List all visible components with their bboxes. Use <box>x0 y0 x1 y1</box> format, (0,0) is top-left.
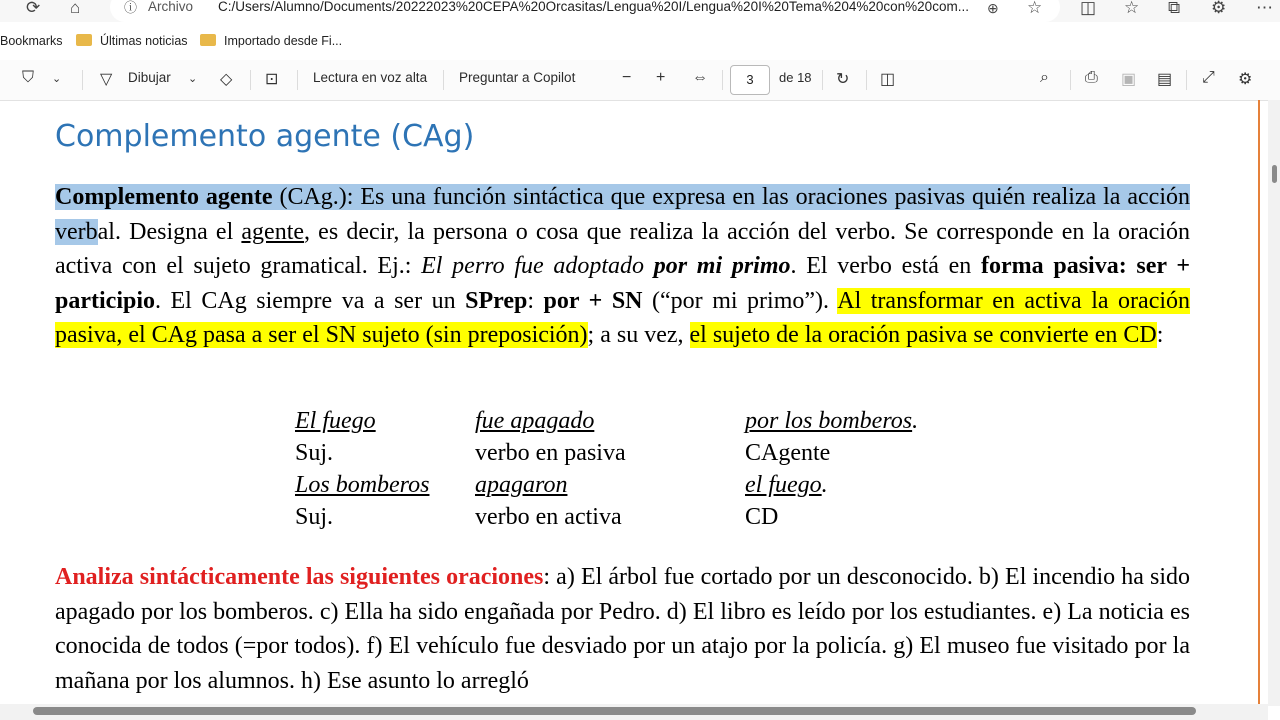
refresh-icon[interactable]: ⟳ <box>26 0 41 17</box>
text-span: : <box>1156 322 1164 348</box>
divider <box>866 70 867 90</box>
print-icon[interactable]: ⎙ <box>1085 69 1098 86</box>
exercise-paragraph <box>55 560 1190 698</box>
home-icon[interactable]: ⌂ <box>70 0 81 17</box>
example-cell: Suj. <box>295 504 334 530</box>
page-title: Complemento agente (CAg) <box>55 119 475 154</box>
text-span: . El verbo está en <box>790 253 981 279</box>
vertical-scrollbar[interactable] <box>1268 100 1280 706</box>
draw-button[interactable]: Dibujar <box>128 70 171 85</box>
vertical-scrollbar-thumb[interactable] <box>1272 165 1277 183</box>
favorites-icon[interactable]: ☆ <box>1124 0 1140 17</box>
divider <box>822 70 823 90</box>
divider <box>297 70 298 90</box>
example-cell-text: . <box>912 408 919 434</box>
divider <box>82 70 83 90</box>
folder-icon <box>200 34 216 46</box>
page-number-input[interactable]: 3 <box>730 65 770 95</box>
example-cell: apagaron <box>475 472 568 498</box>
example-cell: Los bomberos <box>295 472 430 498</box>
example-bold-italic: por mi primo <box>653 253 791 279</box>
bookmarks-label[interactable]: Bookmarks <box>0 34 63 48</box>
example-cell: CAgente <box>745 440 831 466</box>
example-cell <box>745 472 828 499</box>
pdf-page <box>55 110 1191 694</box>
search-icon[interactable]: ⌕ <box>1040 69 1049 86</box>
ask-copilot-button[interactable]: Preguntar a Copilot <box>459 70 576 85</box>
highlighted-text: Al transformar en activa la oración pasiva, el CAg pasa a ser el SN sujeto (sin preposición) <box>55 287 1191 348</box>
security-label: Archivo <box>148 0 194 14</box>
example-cell-text: por los bomberos <box>745 408 913 434</box>
bookmark-label: Importado desde Fi... <box>224 34 343 48</box>
divider <box>722 70 723 90</box>
fit-page-icon[interactable]: ⇔ <box>692 69 708 86</box>
divider <box>1186 70 1187 90</box>
text-box-icon[interactable]: ⊡ <box>265 71 279 88</box>
example-cell: CD <box>745 504 779 530</box>
page-view-icon[interactable]: ◫ <box>880 71 896 88</box>
example-italic: El perro fue adoptado <box>421 253 654 279</box>
example-cell: fue apagado <box>475 408 595 434</box>
text-span: al. Designa el <box>97 218 242 245</box>
exercise-heading: Analiza sintácticamente las siguientes oraciones <box>55 564 544 590</box>
divider <box>1070 70 1071 90</box>
term-bold: Complemento agente <box>55 184 273 210</box>
chevron-down-icon[interactable]: ⌄ <box>188 73 198 85</box>
bold-text: por + SN <box>543 287 643 314</box>
example-cell: Suj. <box>295 440 334 466</box>
example-cell: verbo en pasiva <box>475 440 626 466</box>
text-span: , es decir, la persona o cosa que realiza la acción del verbo. Se corresponde en la oración activa con el sujeto gramatical. Ej.: <box>55 218 1190 279</box>
save-as-icon[interactable]: ▤ <box>1157 71 1173 88</box>
settings-icon[interactable]: ⚙ <box>1238 71 1253 88</box>
text-span: : <box>527 287 544 314</box>
pdf-toolbar <box>0 60 1280 101</box>
underlined-term: agente <box>241 218 305 245</box>
info-icon[interactable]: ⓘ <box>124 0 138 15</box>
draw-icon[interactable]: ▽ <box>100 71 113 88</box>
text-span: ; a su vez, <box>587 322 690 348</box>
address-bar-row <box>0 0 1280 22</box>
text-span: . El CAg siempre va a ser un <box>155 287 466 314</box>
bold-text: forma pasiva: ser + participio <box>55 253 1190 314</box>
more-icon[interactable]: ⋯ <box>1256 0 1273 17</box>
example-cell: verbo en activa <box>475 504 622 530</box>
horizontal-scrollbar-thumb[interactable] <box>33 707 1196 715</box>
highlighted-text: el sujeto de la oración pasiva se convierte en CD <box>689 322 1157 348</box>
example-cell: El fuego <box>295 408 376 434</box>
divider <box>250 70 251 90</box>
save-icon[interactable]: ▣ <box>1121 71 1137 88</box>
eraser-icon[interactable]: ◇ <box>220 71 233 88</box>
bold-text: SPrep <box>465 287 528 314</box>
highlight-icon[interactable]: ⛉ <box>22 69 35 86</box>
text-span: (CAg.): Es una función sintáctica que expresa en las oraciones pasivas quién realiza la acción verb <box>55 184 1190 245</box>
rotate-icon[interactable]: ↻ <box>836 71 850 88</box>
bookmark-ultimas-noticias[interactable] <box>76 34 188 48</box>
bookmark-label: Últimas noticias <box>100 34 188 48</box>
text-span: (“por mi primo”). <box>642 287 838 314</box>
fullscreen-icon[interactable]: ⤢ <box>1202 69 1215 86</box>
url-text[interactable]: C:/Users/Alumno/Documents/20222023%20CEPA%20Orcasitas/Lengua%20I/Lengua%20I%20Tema%204%20con%20com... <box>218 0 969 14</box>
read-aloud-button[interactable]: Lectura en voz alta <box>313 70 428 85</box>
bookmarks-bar <box>0 30 1280 54</box>
zoom-in-icon[interactable]: + <box>656 69 666 86</box>
bookmark-importado[interactable] <box>200 34 342 48</box>
zoom-out-icon[interactable]: − <box>622 69 632 86</box>
split-screen-icon[interactable]: ◫ <box>1080 0 1097 17</box>
page-edge-accent <box>1258 100 1260 720</box>
page-total: de 18 <box>779 70 812 85</box>
folder-icon <box>76 34 92 46</box>
example-cell-text: . <box>821 472 828 498</box>
text-span: : a) El árbol fue cortado por un desconocido. b) El incendio ha sido apagado por los bomberos. c) Ella ha sido engañada por Pedro. d) El libro es leído por los estudiantes. e) La noticia es conocida de todos (=por todos). f) El vehículo fue desviado por un atajo por la policía. g) El museo fue visitado por la mañana por los alumnos. h) Ese asunto lo arregló <box>55 564 1191 694</box>
zoom-icon[interactable]: ⊕ <box>987 0 999 16</box>
definition-paragraph <box>55 180 1190 353</box>
extensions-icon[interactable]: ⚙ <box>1211 0 1227 17</box>
example-cell-text: el fuego <box>745 472 822 498</box>
divider <box>443 70 444 90</box>
chevron-down-icon[interactable]: ⌄ <box>52 73 62 85</box>
example-cell <box>745 408 918 435</box>
favorite-star-icon[interactable]: ☆ <box>1027 0 1043 17</box>
collections-icon[interactable]: ⧉ <box>1168 0 1181 17</box>
